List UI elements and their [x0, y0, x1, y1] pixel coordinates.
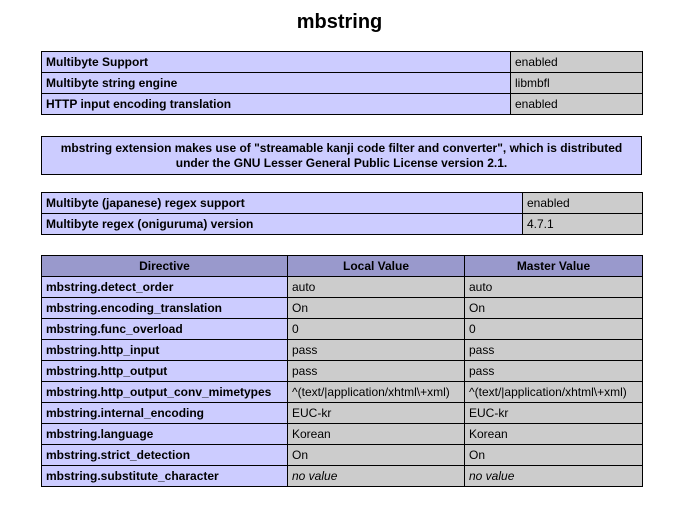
directive-name: mbstring.http_output_conv_mimetypes	[42, 382, 288, 403]
directive-name: mbstring.func_overload	[42, 319, 288, 340]
table-row	[42, 277, 643, 298]
table-row	[42, 214, 643, 235]
table-row	[42, 52, 643, 73]
master-value: On	[465, 298, 643, 319]
directive-name: mbstring.internal_encoding	[42, 403, 288, 424]
support-table	[41, 51, 643, 115]
table-row	[42, 403, 643, 424]
master-value: auto	[465, 277, 643, 298]
column-header-directive: Directive	[42, 256, 288, 277]
local-value: 0	[288, 319, 465, 340]
master-value: Korean	[465, 424, 643, 445]
local-value	[288, 466, 465, 487]
master-value: ^(text/|application/xhtml\+xml)	[465, 382, 643, 403]
local-value: auto	[288, 277, 465, 298]
regex-table	[41, 192, 643, 235]
row-label: Multibyte Support	[42, 52, 511, 73]
table-row	[42, 361, 643, 382]
page-title: mbstring	[296, 11, 383, 33]
directive-name: mbstring.encoding_translation	[42, 298, 288, 319]
directive-name: mbstring.strict_detection	[42, 445, 288, 466]
license-notice: mbstring extension makes use of "streamable kanji code filter and converter", which is distributed under the GNU Lesser General Public License version 2.1.	[42, 137, 642, 175]
directive-name: mbstring.http_input	[42, 340, 288, 361]
table-row	[42, 94, 643, 115]
table-row	[42, 298, 643, 319]
no-value-text: no value	[469, 469, 515, 483]
local-value: On	[288, 298, 465, 319]
local-value: EUC-kr	[288, 403, 465, 424]
directives-table	[41, 255, 643, 487]
directive-name: mbstring.substitute_character	[42, 466, 288, 487]
master-value: pass	[465, 340, 643, 361]
directive-name: mbstring.http_output	[42, 361, 288, 382]
local-value: pass	[288, 361, 465, 382]
row-value: enabled	[511, 52, 643, 73]
local-value: Korean	[288, 424, 465, 445]
column-header-local-value: Local Value	[288, 256, 465, 277]
column-header-master-value: Master Value	[465, 256, 643, 277]
master-value: 0	[465, 319, 643, 340]
table-row	[42, 340, 643, 361]
row-value: 4.7.1	[523, 214, 643, 235]
master-value: On	[465, 445, 643, 466]
table-row	[42, 319, 643, 340]
row-label: Multibyte regex (oniguruma) version	[42, 214, 523, 235]
directive-name: mbstring.detect_order	[42, 277, 288, 298]
row-value: enabled	[511, 94, 643, 115]
header-row	[42, 256, 643, 277]
row-label: HTTP input encoding translation	[42, 94, 511, 115]
local-value: On	[288, 445, 465, 466]
local-value: ^(text/|application/xhtml\+xml)	[288, 382, 465, 403]
row-value: enabled	[523, 193, 643, 214]
row-value: libmbfl	[511, 73, 643, 94]
row-label: Multibyte string engine	[42, 73, 511, 94]
table-row	[42, 445, 643, 466]
table-row	[42, 466, 643, 487]
table-row	[42, 193, 643, 214]
no-value-text: no value	[292, 469, 338, 483]
master-value	[465, 466, 643, 487]
license-notice-table	[41, 136, 642, 175]
directive-name: mbstring.language	[42, 424, 288, 445]
master-value: EUC-kr	[465, 403, 643, 424]
master-value: pass	[465, 361, 643, 382]
table-row	[42, 137, 642, 175]
row-label: Multibyte (japanese) regex support	[42, 193, 523, 214]
table-row	[42, 73, 643, 94]
table-row	[42, 382, 643, 403]
local-value: pass	[288, 340, 465, 361]
table-row	[42, 424, 643, 445]
